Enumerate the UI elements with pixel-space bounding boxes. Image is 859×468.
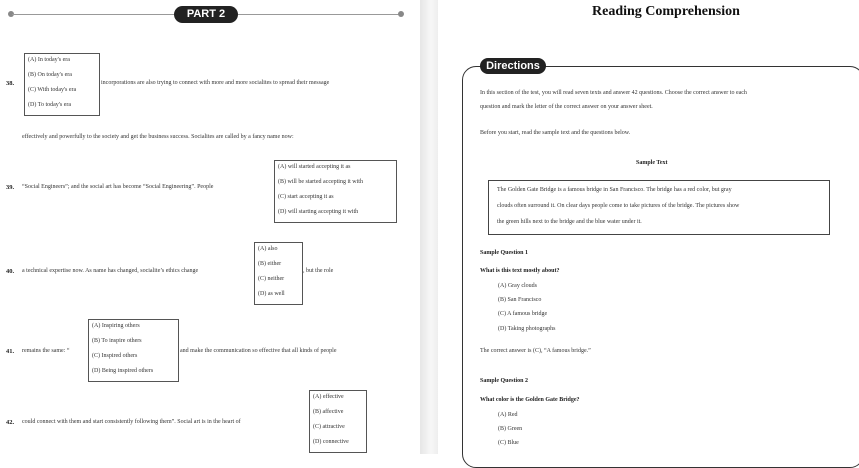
question-41-text-after: and make the communication so effective that all kinds of people (180, 348, 337, 354)
header-rule-right (238, 14, 400, 15)
part-label: PART 2 (174, 6, 238, 23)
sample-question-1-text: What is this text mostly about? (480, 268, 560, 274)
option-a[interactable]: (A) also (258, 246, 278, 252)
answer-options-40 (254, 242, 303, 305)
question-number: 41. (6, 348, 15, 355)
passage-line: effectively and powerfully to the society and get the business success. Socialites are called by a fancy name now: (22, 134, 294, 140)
option-d[interactable]: (D) Being inspired others (92, 368, 154, 374)
sample-text-line: the green hills next to the bridge and the blue water under it. (497, 219, 642, 225)
sample-q1-option-c[interactable]: (C) A famous bridge (498, 311, 548, 317)
sample-text-line: The Golden Gate Bridge is a famous bridge in San Francisco. The bridge has a red color, but gray (497, 187, 732, 193)
sample-q1-option-a[interactable]: (A) Gray clouds (498, 283, 537, 289)
sample-question-1-label: Sample Question 1 (480, 250, 529, 256)
sample-q1-option-b[interactable]: (B) San Francisco (498, 297, 542, 303)
option-c[interactable]: (C) With today's era (28, 87, 77, 93)
question-number: 38. (6, 80, 15, 87)
answer-options-38 (24, 53, 100, 116)
sample-text-box (488, 180, 830, 235)
sample-text-line: clouds often surround it. On clear days people come to take pictures of the bridge. The pictures show (497, 203, 740, 209)
option-c[interactable]: (C) start accepting it as (278, 194, 334, 200)
question-39-text: “Social Engineers”; and the social art has become “Social Engineering”. People (22, 184, 214, 190)
option-b[interactable]: (B) On today's era (28, 72, 72, 78)
option-c[interactable]: (C) neither (258, 276, 285, 282)
option-a[interactable]: (A) will started accepting it as (278, 164, 351, 170)
option-b[interactable]: (B) affective (313, 409, 344, 415)
sample-q2-option-c[interactable]: (C) Blue (498, 440, 519, 446)
question-41-text: remains the same: “ (22, 348, 70, 354)
answer-options-42 (309, 390, 367, 453)
directions-label: Directions (480, 58, 546, 74)
option-a[interactable]: (A) effective (313, 394, 344, 400)
sample-question-2-text: What color is the Golden Gate Bridge? (480, 397, 580, 403)
question-42-text: could connect with them and start consistently following them”. Social art is in the heart of (22, 419, 241, 425)
header-dot-right (398, 11, 404, 17)
option-a[interactable]: (A) Inspiring others (92, 323, 140, 329)
directions-text-line-2: question and mark the letter of the correct answer on your answer sheet. (480, 104, 653, 110)
option-b[interactable]: (B) To inspire others (92, 338, 142, 344)
sample-q1-answer: The correct answer is (C), “A famous bridge.” (480, 348, 591, 354)
question-40-text-after: , but the role (303, 268, 334, 274)
page-title: Reading Comprehension (592, 4, 740, 19)
directions-text-line-1: In this section of the test, you will read seven texts and answer 42 questions. Choose the correct answer to each (480, 90, 747, 96)
sample-question-2-label: Sample Question 2 (480, 378, 529, 384)
sample-q1-option-d[interactable]: (D) Taking photographs (498, 326, 556, 332)
option-c[interactable]: (C) attractive (313, 424, 345, 430)
before-start-text: Before you start, read the sample text and the questions below. (480, 130, 631, 136)
question-number: 40. (6, 268, 15, 275)
option-d[interactable]: (D) as well (258, 291, 285, 297)
option-d[interactable]: (D) will starting accepting it with (278, 209, 359, 215)
question-number: 42. (6, 419, 15, 426)
option-c[interactable]: (C) Inspired others (92, 353, 138, 359)
sample-text-heading: Sample Text (636, 160, 668, 166)
question-38-text: incorporations are also trying to connect with more and more socialites to spread their message (101, 80, 330, 86)
right-page (438, 0, 859, 454)
header-rule-left (12, 14, 174, 15)
option-d[interactable]: (D) connective (313, 439, 349, 445)
directions-frame (462, 66, 859, 468)
option-b[interactable]: (B) will be started accepting it with (278, 179, 363, 185)
option-a[interactable]: (A) In today's era (28, 57, 70, 63)
answer-options-39 (274, 160, 397, 223)
left-page (0, 0, 420, 454)
option-b[interactable]: (B) either (258, 261, 282, 267)
answer-options-41 (88, 319, 179, 382)
book-spine (420, 0, 438, 454)
option-d[interactable]: (D) To today's era (28, 102, 72, 108)
sample-q2-option-a[interactable]: (A) Red (498, 412, 518, 418)
question-number: 39. (6, 184, 15, 191)
question-40-text: a technical expertise now. As name has changed, socialite’s ethics change (22, 268, 199, 274)
sample-q2-option-b[interactable]: (B) Green (498, 426, 523, 432)
